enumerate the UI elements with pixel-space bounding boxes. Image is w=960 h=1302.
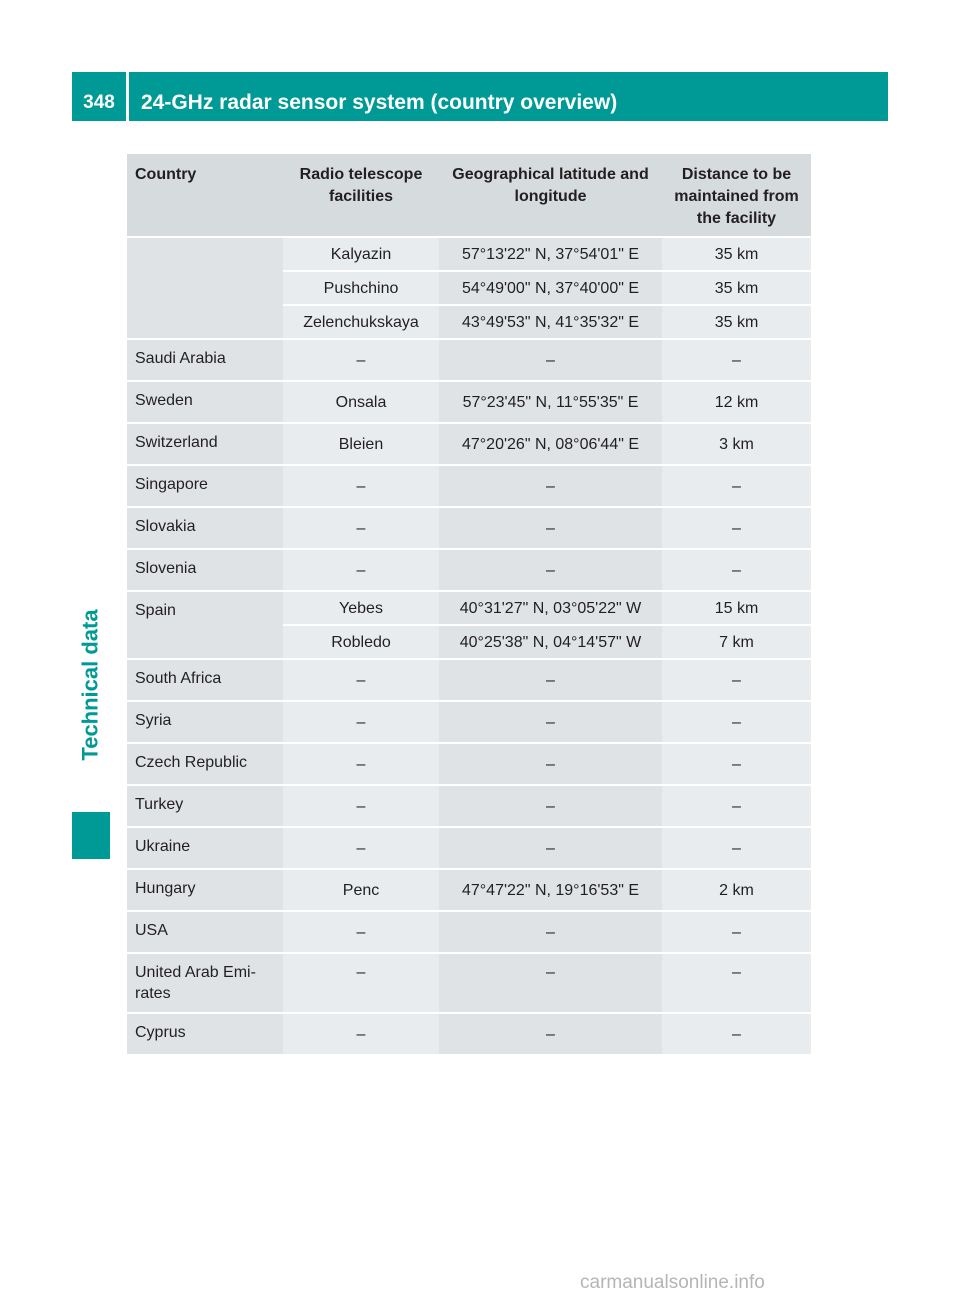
facility-cell: Penc: [283, 869, 439, 911]
facility-cell: Onsala: [283, 381, 439, 423]
country-cell: South Africa: [127, 659, 283, 701]
column-header-country: Country: [127, 154, 283, 237]
coordinates-cell: 47°47'22" N, 19°16'53" E: [439, 869, 662, 911]
country-cell: Turkey: [127, 785, 283, 827]
table-row: [127, 507, 811, 549]
coordinates-cell: –: [439, 465, 662, 507]
country-cell: Singapore: [127, 465, 283, 507]
coordinates-cell: –: [439, 507, 662, 549]
column-header-distance: Distance to be maintained from the facility: [662, 154, 811, 237]
distance-cell: –: [662, 507, 811, 549]
column-header-facility: Radio telescope facilities: [283, 154, 439, 237]
coordinates-cell: –: [439, 1013, 662, 1055]
coordinates-cell: –: [439, 743, 662, 785]
distance-cell: –: [662, 549, 811, 591]
header-divider: [126, 72, 129, 121]
table-row: [127, 785, 811, 827]
country-cell: Sweden: [127, 381, 283, 423]
table-row: [127, 659, 811, 701]
facility-cell: Robledo: [283, 625, 439, 659]
facility-cell: –: [283, 465, 439, 507]
distance-cell: 3 km: [662, 423, 811, 465]
distance-cell: 7 km: [662, 625, 811, 659]
country-cell: USA: [127, 911, 283, 953]
distance-cell: –: [662, 1013, 811, 1055]
facility-cell: Bleien: [283, 423, 439, 465]
coordinates-cell: –: [439, 659, 662, 701]
facility-cell: –: [283, 1013, 439, 1055]
facility-cell: –: [283, 701, 439, 743]
country-cell: Ukraine: [127, 827, 283, 869]
coordinates-cell: –: [439, 339, 662, 381]
country-cell: [127, 237, 283, 339]
table-row: [127, 237, 811, 271]
page-number: 348: [83, 92, 115, 113]
side-tab-marker: [72, 812, 110, 859]
facility-cell: –: [283, 659, 439, 701]
distance-cell: 35 km: [662, 305, 811, 339]
distance-cell: –: [662, 339, 811, 381]
facility-cell: Yebes: [283, 591, 439, 625]
country-cell: Cyprus: [127, 1013, 283, 1055]
distance-cell: 35 km: [662, 237, 811, 271]
coordinates-cell: –: [439, 785, 662, 827]
page-title: 24-GHz radar sensor system (country overview): [141, 91, 618, 114]
distance-cell: –: [662, 659, 811, 701]
table-row: [127, 549, 811, 591]
table-row: [127, 953, 811, 1013]
country-cell: United Arab Emi- rates: [127, 953, 283, 1013]
table-row: [127, 423, 811, 465]
facility-cell: –: [283, 339, 439, 381]
table-row: [127, 591, 811, 625]
coordinates-cell: 57°13'22" N, 37°54'01" E: [439, 237, 662, 271]
coordinates-cell: 47°20'26" N, 08°06'44" E: [439, 423, 662, 465]
country-cell: Hungary: [127, 869, 283, 911]
side-tab-label: Technical data: [78, 609, 104, 761]
table-row: [127, 465, 811, 507]
table-row: [127, 1013, 811, 1055]
facility-cell: –: [283, 549, 439, 591]
distance-cell: –: [662, 785, 811, 827]
country-cell: Switzerland: [127, 423, 283, 465]
country-cell: Czech Republic: [127, 743, 283, 785]
country-cell: Spain: [127, 591, 283, 659]
distance-cell: 12 km: [662, 381, 811, 423]
coordinates-cell: 40°31'27" N, 03°05'22" W: [439, 591, 662, 625]
facility-cell: –: [283, 507, 439, 549]
country-cell: Syria: [127, 701, 283, 743]
facility-cell: Zelenchukskaya: [283, 305, 439, 339]
table-row: [127, 869, 811, 911]
distance-cell: –: [662, 911, 811, 953]
page-header: [72, 72, 888, 121]
facility-cell: –: [283, 953, 439, 1013]
coordinates-cell: –: [439, 953, 662, 1013]
coordinates-cell: 40°25'38" N, 04°14'57" W: [439, 625, 662, 659]
coordinates-cell: –: [439, 701, 662, 743]
distance-cell: 35 km: [662, 271, 811, 305]
distance-cell: –: [662, 953, 811, 1013]
coordinates-cell: 54°49'00" N, 37°40'00" E: [439, 271, 662, 305]
coordinates-cell: 57°23'45" N, 11°55'35" E: [439, 381, 662, 423]
distance-cell: 2 km: [662, 869, 811, 911]
facility-cell: –: [283, 911, 439, 953]
table-row: [127, 827, 811, 869]
coordinates-cell: –: [439, 911, 662, 953]
table-row: [127, 701, 811, 743]
table-row: [127, 911, 811, 953]
column-header-coordinates: Geographical latitude and longitude: [439, 154, 662, 237]
side-tab: [72, 560, 110, 810]
table-row: [127, 339, 811, 381]
coordinates-cell: 43°49'53" N, 41°35'32" E: [439, 305, 662, 339]
country-cell: Slovenia: [127, 549, 283, 591]
distance-cell: –: [662, 701, 811, 743]
distance-cell: –: [662, 465, 811, 507]
watermark: carmanualsonline.info: [580, 1272, 765, 1293]
table-row: [127, 381, 811, 423]
facility-cell: –: [283, 827, 439, 869]
distance-cell: –: [662, 743, 811, 785]
facility-cell: –: [283, 785, 439, 827]
country-cell: Saudi Arabia: [127, 339, 283, 381]
facility-cell: Pushchino: [283, 271, 439, 305]
table-row: [127, 743, 811, 785]
facility-cell: –: [283, 743, 439, 785]
facility-cell: Kalyazin: [283, 237, 439, 271]
coordinates-cell: –: [439, 549, 662, 591]
country-overview-table: [127, 154, 811, 1056]
distance-cell: –: [662, 827, 811, 869]
coordinates-cell: –: [439, 827, 662, 869]
table-header-row: [127, 154, 811, 237]
distance-cell: 15 km: [662, 591, 811, 625]
country-cell: Slovakia: [127, 507, 283, 549]
